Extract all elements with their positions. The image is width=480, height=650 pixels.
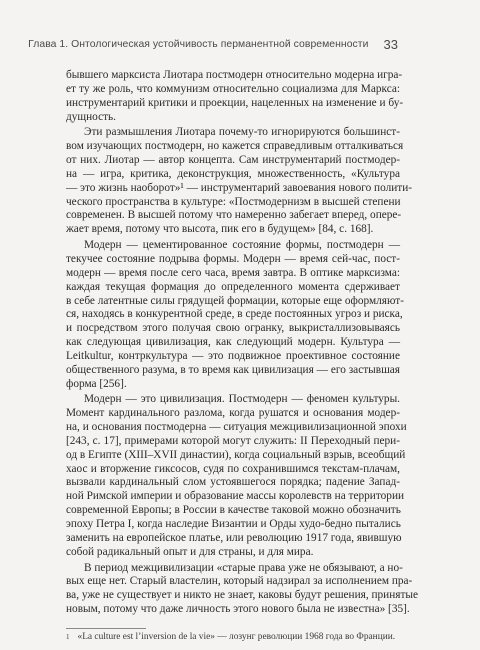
text-line: инструментарий критики и проекции, нацеленных на изменение и бу-: [66, 96, 404, 109]
running-head: [28, 37, 398, 52]
footnote: [66, 632, 400, 643]
text-line: хаос и вторжение гиксосов, судя по сохранившимся текстам-плачам,: [66, 462, 400, 475]
footnote-divider: [66, 628, 146, 629]
paragraph: [66, 393, 407, 559]
text-line: Модерн — это цивилизация. Постмодерн — феномен культуры.: [84, 393, 400, 406]
text-line: Эти размышления Лиотара почему-то игнорируются большинст-: [84, 126, 400, 139]
text-line: на, и основания постмодерна — ситуация межцивилизационной эпохи: [66, 421, 407, 434]
text-line: модерн — время после сего часа, время завтра. В оптике марксизма:: [66, 266, 400, 279]
text-line: жает время, потому что высота, пик его в будущем» [84, c. 168].: [66, 223, 374, 236]
text-line: и посредством этого получая свою огранку, выкристаллизовываясь: [66, 322, 400, 335]
text-line: форма [256].: [66, 377, 127, 390]
text-line: вых еще нет. Старый властелин, который надзирал за исполнением пра-: [66, 575, 413, 588]
text-line: В период межцивилизации «старые права уже не обязывают, а но-: [84, 561, 403, 574]
text-line: в себе латентные силы грядущей формации, которые еще оформляют-: [66, 294, 404, 307]
text-line: от них. Лиотар — автор концепта. Сам инструментарий постмодер-: [66, 154, 400, 167]
paragraph: [66, 69, 404, 124]
text-line: на — игра, критика, деконструкция, множественность, «Культура: [66, 167, 400, 180]
text-line: современной Европы; в России в качестве таковой можно обозначить: [66, 504, 401, 517]
text-line: вом изучающих постмодерн, но кажется справедливым отталкиваться: [66, 140, 404, 153]
footnote-number: 1: [66, 633, 70, 641]
text-line: заменить на европейское платье, или революцию 1917 года, явившую: [66, 531, 402, 544]
paragraph: [66, 239, 404, 391]
body-text: [66, 69, 419, 619]
text-line: ся, находясь в конкурентной среде, в среде постоянных угроз и риска,: [66, 308, 403, 321]
text-line: бывшего марксиста Лиотара постмодерн относительно модерна игра-: [66, 69, 403, 81]
text-line: ной Римской империи и образование массы королевств на территории: [66, 490, 405, 503]
text-line: [243, c. 17], примерами которой могут служить: II Переходный пери-: [66, 434, 400, 447]
paragraph: [66, 561, 419, 617]
text-line: од в Египте (XIII–XVII династии), когда социальный взрыв, всеобщий: [66, 448, 406, 461]
chapter-title: Глава 1. Онтологическая устойчивость перманентной современности: [28, 39, 369, 50]
text-line: ва, уже не существует и никто не знает, каковы будут решения, принятые: [66, 589, 419, 602]
footnote-text: «La culture est l’inversion de la vie» — лозунг революции 1968 года во Франции.: [77, 632, 396, 642]
paragraph: [66, 126, 413, 237]
text-line: Модерн — цементированное состояние формы, постмодерн —: [84, 239, 400, 252]
text-line: Момент кардинального разлома, когда рушатся и основания модер-: [66, 407, 400, 420]
page-number: 33: [383, 37, 398, 52]
text-line: собой радикальный опыт и для страны, и для мира.: [66, 545, 314, 558]
text-line: вызвали кардинальный слом устоявшегося порядка; падение Запад-: [66, 476, 400, 489]
text-line: каждая текущая формация до определенного момента сдерживает: [66, 280, 400, 293]
text-line: ет ту же роль, что коммунизм относительно социализма для Маркса:: [66, 82, 400, 95]
text-line: эпоху Петра I, когда наследие Византии и Орды худо-бедно пытались: [66, 518, 401, 530]
text-line: современен. В высшей потому что намеренно забегает вперед, опере-: [66, 209, 402, 222]
text-line: общественного разума, в то время как цивилизация — его застывшая: [66, 363, 400, 376]
text-line: дущность.: [66, 110, 116, 123]
text-line: как следующая цивилизация, как следующий модерн. Культура —: [66, 336, 400, 349]
text-line: — это жизнь наоборот»¹ — инструментарий завоевания нового полити-: [66, 181, 413, 194]
text-line: ческого пространства в культуре: «Постмодернизм в высшей степени: [66, 195, 401, 208]
text-line: новым, потому что даже личность этого нового была не известна» [35].: [66, 603, 410, 616]
text-line: текучее состояние подрыва формы. Модерн — время сей-час, пост-: [66, 252, 400, 265]
text-line: Leitkultur, контркультура — это подвижное проективное состояние: [66, 349, 400, 362]
